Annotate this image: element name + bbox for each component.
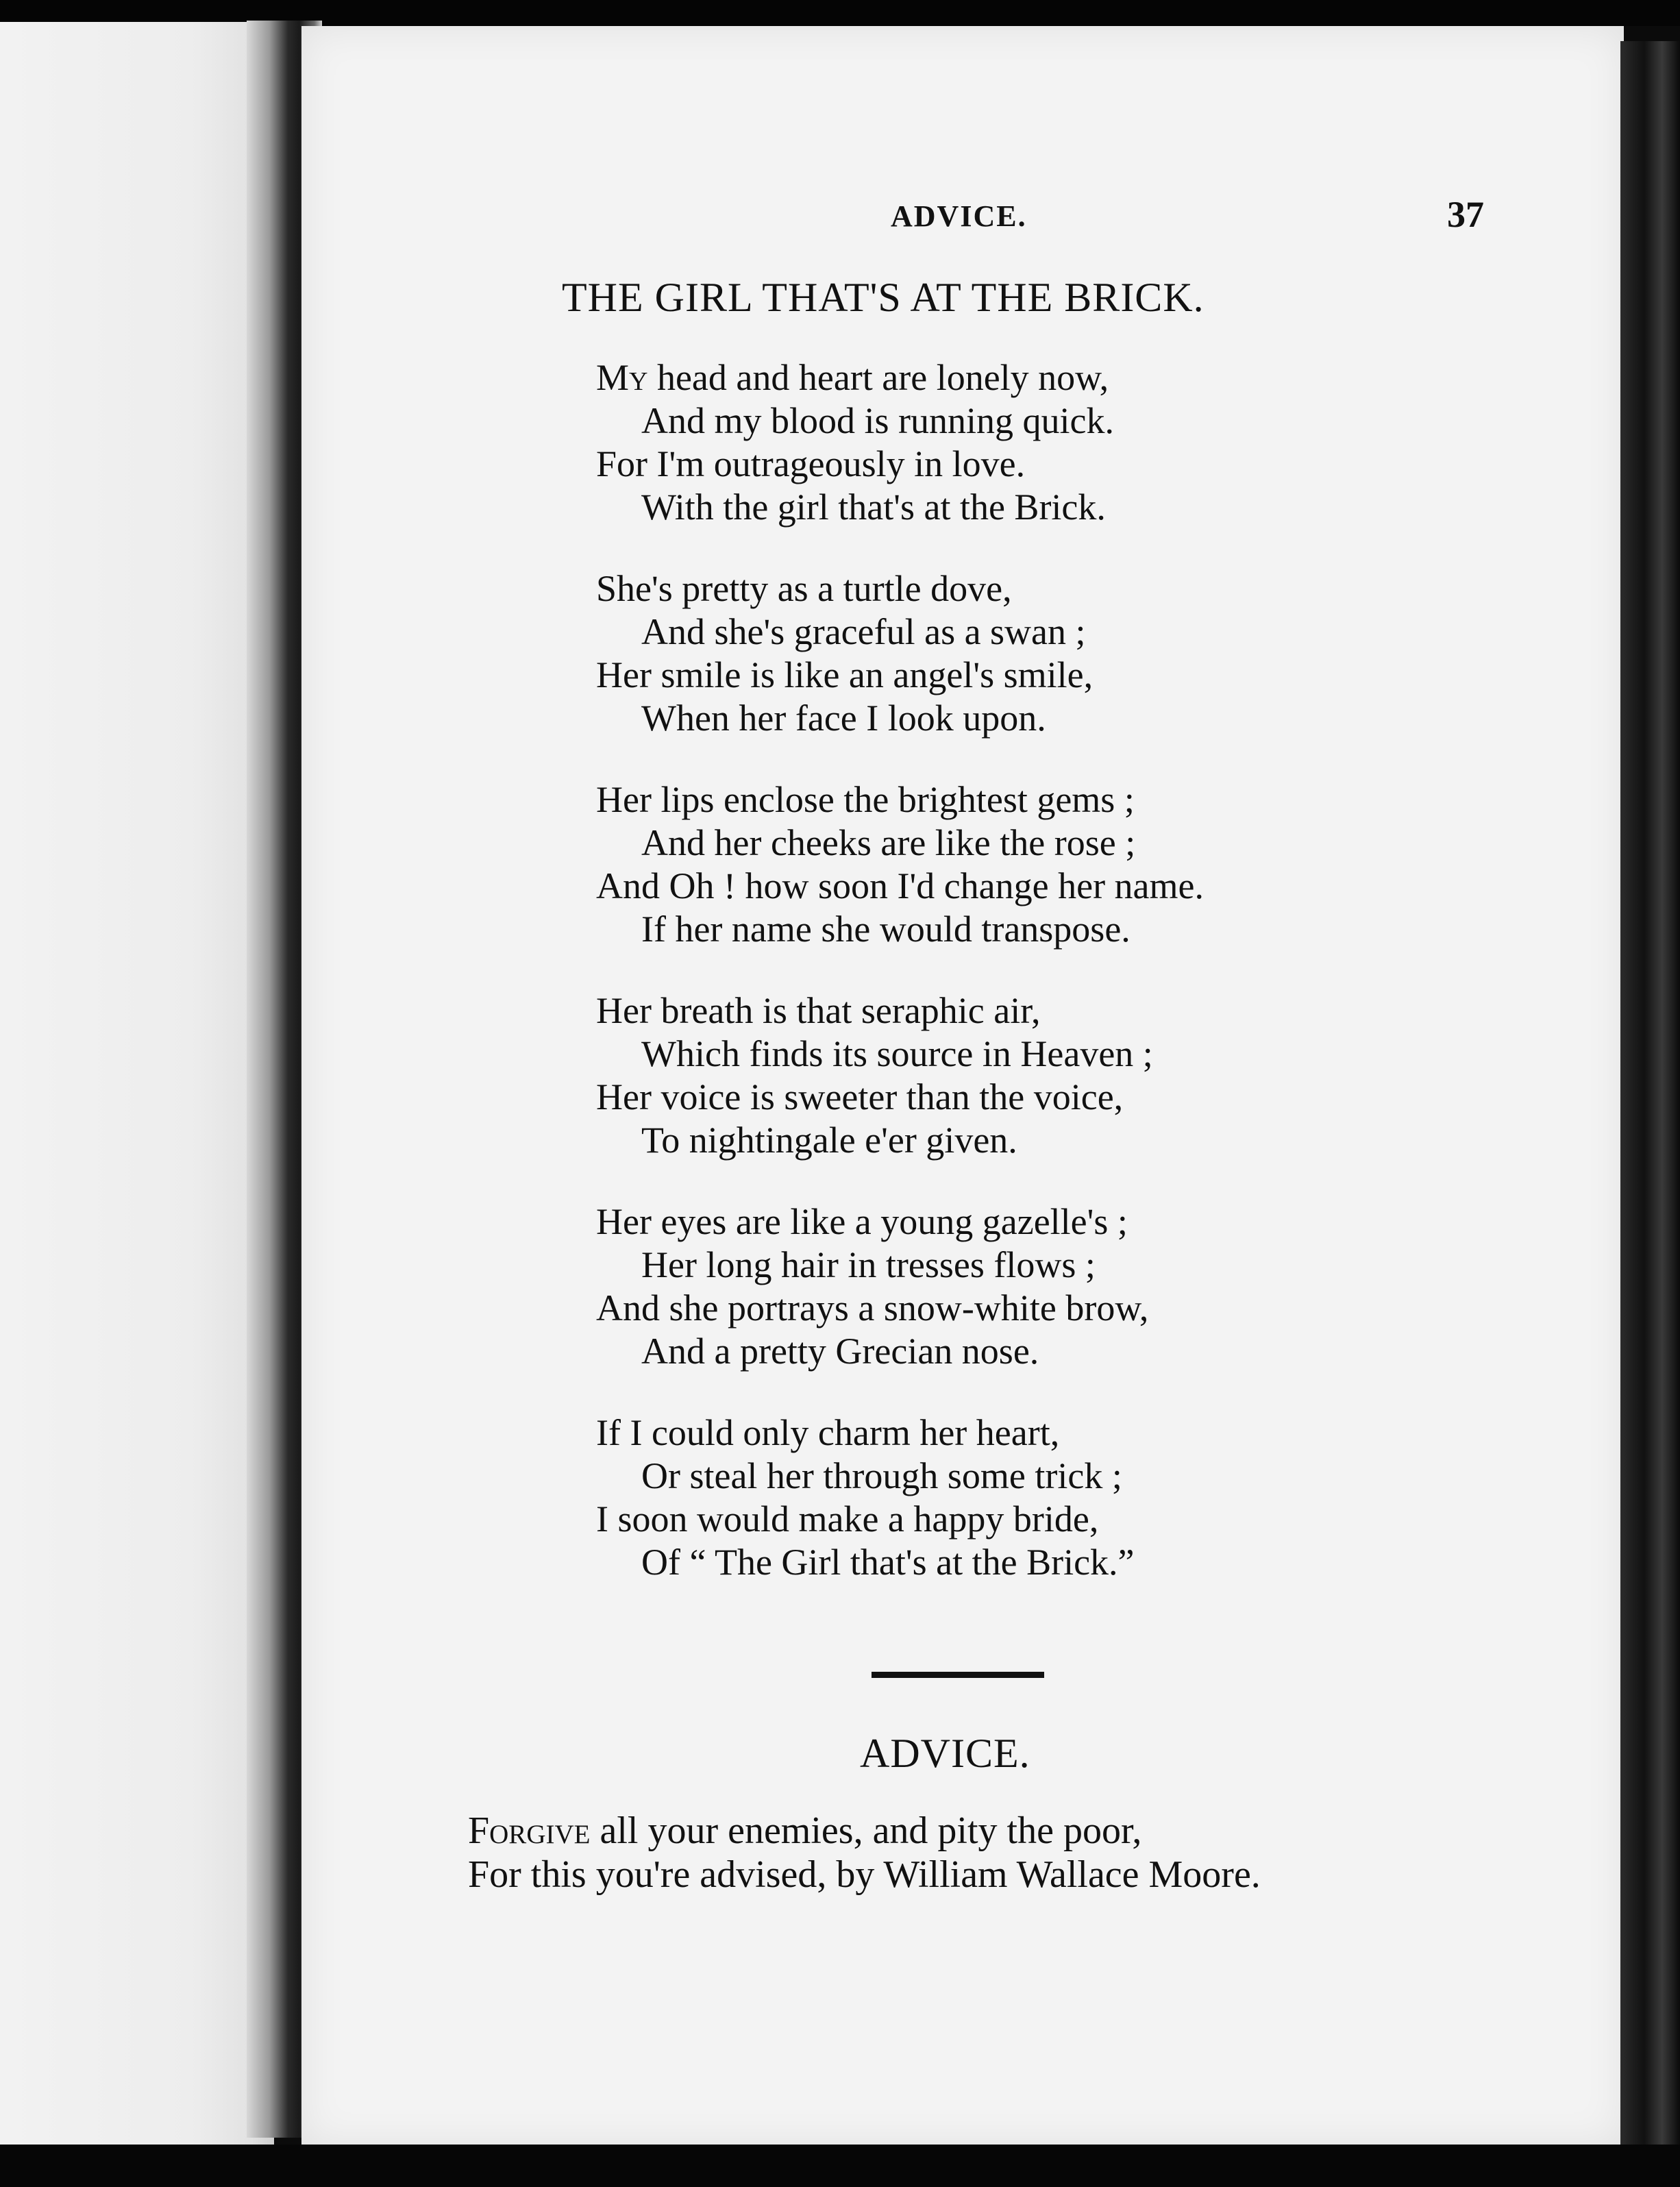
poem-line: And a pretty Grecian nose. — [641, 1331, 1039, 1372]
advice-body — [468, 1809, 1496, 1896]
poem-line: Of “ The Girl that's at the Brick.” — [641, 1542, 1135, 1583]
stanza — [596, 356, 1487, 529]
page-number: 37 — [1447, 194, 1484, 235]
poem-line: Her voice is sweeter than the voice, — [596, 1076, 1124, 1117]
poem-line: Her eyes are like a young gazelle's ; — [596, 1201, 1128, 1242]
poem-line: Her breath is that seraphic air, — [596, 990, 1041, 1031]
poem-line: And her cheeks are like the rose ; — [641, 822, 1136, 863]
poem-line: For I'm outrageously in love. — [596, 443, 1026, 484]
poem-line — [596, 356, 1487, 399]
poem-line: If I could only charm her heart, — [596, 1412, 1060, 1453]
poem-line: Her smile is like an angel's smile, — [596, 654, 1094, 695]
poem-line: And my blood is running quick. — [641, 400, 1114, 441]
poem-line: To nightingale e'er given. — [641, 1120, 1017, 1161]
line-text: head and heart are lonely now, — [647, 357, 1109, 398]
poem-line: If her name she would transpose. — [641, 909, 1131, 950]
scan-bottom-edge — [0, 2145, 1680, 2187]
drop-word: My — [596, 357, 648, 398]
poem-line: And she's graceful as a swan ; — [641, 611, 1086, 652]
poem-line: And Oh ! how soon I'd change her name. — [596, 865, 1204, 906]
left-page-blank — [0, 22, 274, 2146]
line-text: all your enemies, and pity the poor, — [590, 1809, 1142, 1852]
stanza — [596, 567, 1487, 740]
drop-word: Forgive — [468, 1809, 591, 1852]
poem-line: With the girl that's at the Brick. — [641, 486, 1106, 528]
section-divider — [872, 1672, 1044, 1678]
advice-title: ADVICE. — [860, 1731, 1030, 1776]
advice-line: For this you're advised, by William Wallace Moore. — [468, 1853, 1261, 1896]
poem-title: THE GIRL THAT'S AT THE BRICK. — [562, 275, 1205, 320]
poem-body — [596, 356, 1487, 1622]
poem-line: Or steal her through some trick ; — [641, 1455, 1122, 1496]
advice-line — [468, 1809, 1496, 1853]
poem-line: When her face I look upon. — [641, 697, 1046, 739]
poem-line: She's pretty as a turtle dove, — [596, 568, 1012, 609]
poem-line: And she portrays a snow-white brow, — [596, 1287, 1149, 1329]
poem-line: Her long hair in tresses flows ; — [641, 1244, 1096, 1285]
stanza — [596, 1411, 1487, 1584]
page-edge-shadow — [1620, 41, 1680, 2187]
poem-line: Which finds its source in Heaven ; — [641, 1033, 1153, 1074]
stanza — [596, 1200, 1487, 1373]
poem-line: I soon would make a happy bride, — [596, 1498, 1099, 1540]
stanza — [596, 778, 1487, 951]
stanza — [596, 989, 1487, 1162]
poem-line: Her lips enclose the brightest gems ; — [596, 779, 1135, 820]
running-head: ADVICE. — [891, 199, 1027, 233]
